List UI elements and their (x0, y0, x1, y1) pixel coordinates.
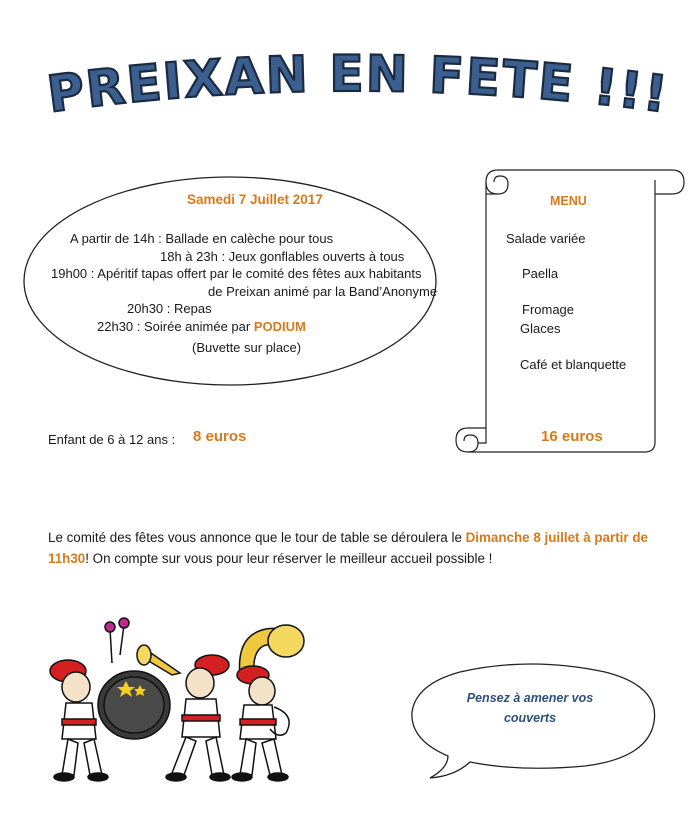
announcement-text: ! On compte sur vous pour leur réserver le meilleur accueil possible ! (85, 551, 493, 566)
marching-band-illustration (40, 615, 330, 785)
event-line: de Preixan animé par la Band’Anonyme (208, 284, 438, 299)
menu-heading: MENU (550, 194, 587, 208)
title-text: PREIXAN EN FETE !!! (44, 44, 673, 125)
event-date: Samedi 7 Juillet 2017 (187, 192, 323, 207)
announcement (48, 527, 668, 569)
menu-item: Salade variée (506, 231, 586, 246)
sousaphone-figure (232, 625, 304, 781)
child-price-label: Enfant de 6 à 12 ans : (48, 432, 176, 447)
reminder-line: couverts (503, 711, 557, 725)
reminder-text (430, 688, 630, 728)
menu-price: 16 euros (541, 428, 603, 445)
reminder-line: Pensez à amener vos (466, 691, 594, 705)
event-line: 19h00 : Apéritif tapas offert par le comité des fêtes aux habitants (51, 266, 422, 281)
event-line: A partir de 14h : Ballade en calèche pour tous (70, 231, 334, 246)
drummer-figure (50, 618, 170, 781)
event-line: 20h30 : Repas (127, 301, 212, 316)
band-name: PODIUM (253, 319, 306, 334)
event-line-text: 22h30 : Soirée animée par (97, 319, 254, 334)
event-line (97, 319, 306, 334)
menu-item: Fromage (522, 302, 575, 317)
announcement-date: Dimanche 8 juillet à partir de 11h30 (48, 530, 648, 566)
menu-item: Café et blanquette (520, 357, 627, 372)
menu-item: Paella (522, 266, 559, 281)
event-line: (Buvette sur place) (192, 340, 302, 355)
event-line: 18h à 23h : Jeux gonflables ouverts à tous (160, 249, 405, 264)
child-price-value: 8 euros (193, 428, 247, 445)
announcement-text: Le comité des fêtes vous annonce que le tour de table se déroulera le (48, 530, 466, 545)
menu-item: Glaces (520, 321, 561, 336)
